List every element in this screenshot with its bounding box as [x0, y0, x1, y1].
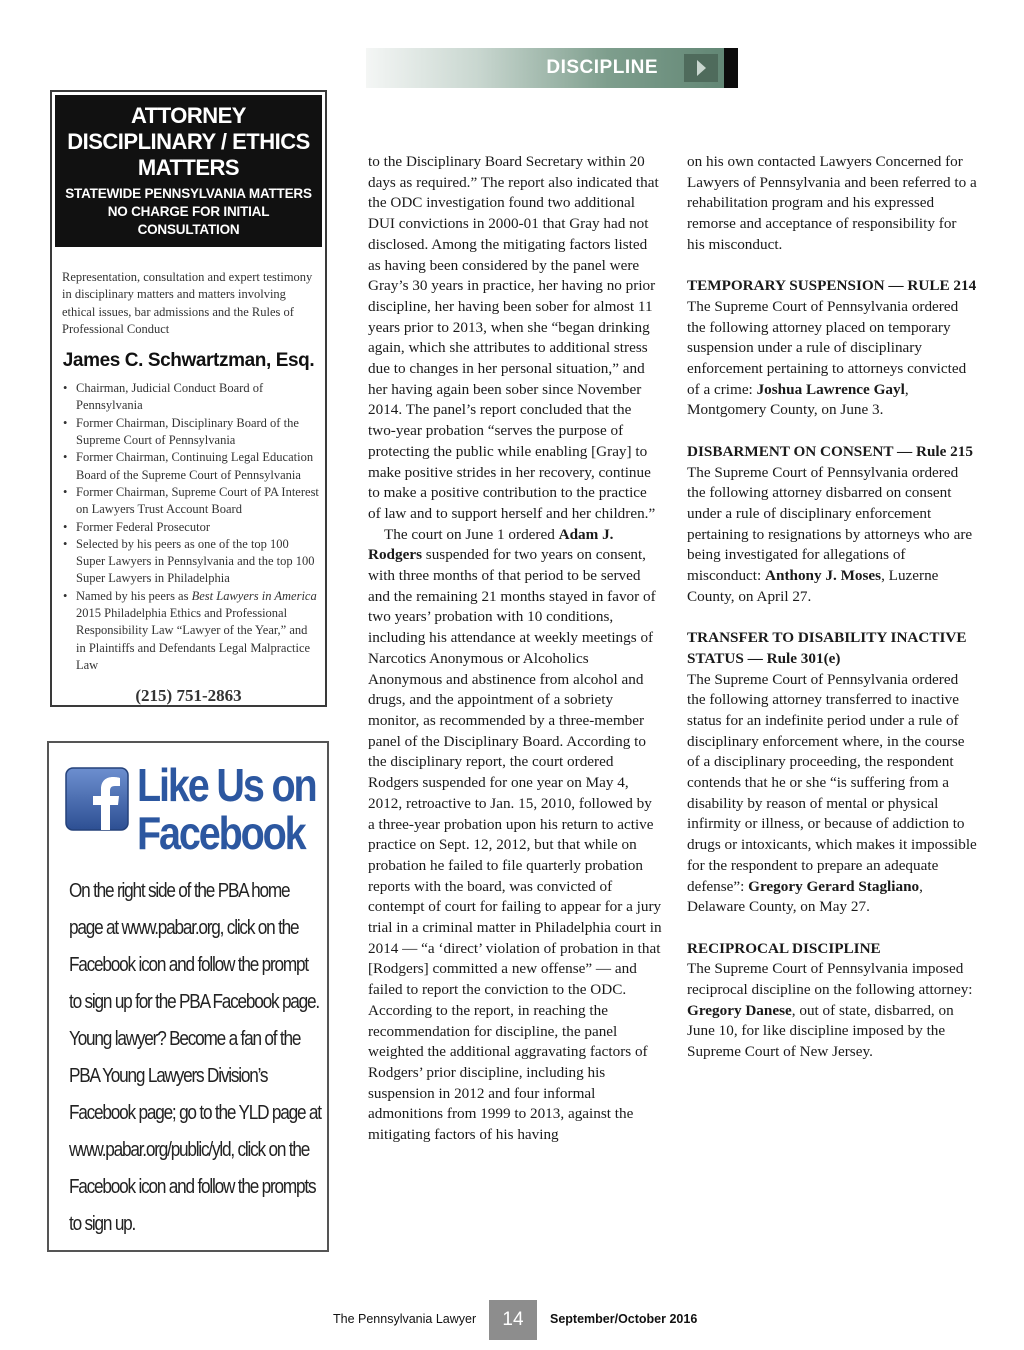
paragraph: The Supreme Court of Pennsylvania ordered the following attorney transferred to inactive status for an indefinite period under a rule of disciplinary enforcement where, in the course of a disciplinary proceeding, the respondent contends that he or she “is suffering from a disability by reason of mental or physical infirmity or illness, or because of addiction to drugs or intoxicants, which makes it impossible for the respondent to prepare an adequate defense”: Gregory Gerard Stagliano, Delaware County, on May 27.	[687, 670, 977, 916]
ad-description: Representation, consultation and expert testimony in disciplinary matters and matters involving ethical issues, bar admissions and the Rules of Professional Conduct	[62, 270, 313, 336]
credential-item: • Chairman, Judicial Conduct Board of Pennsylvania	[58, 380, 319, 415]
facebook-ad-title: Like Us on Facebook	[137, 759, 316, 859]
article-column-1	[368, 152, 662, 1146]
publication-name: The Pennsylvania Lawyer	[333, 1312, 477, 1326]
paragraph: The Supreme Court of Pennsylvania imposed reciprocal discipline on the following attorney: Gregory Danese, out of state, disbarred, on June 10, for like discipline imposed by the Supreme Court of New Jersey.	[687, 960, 973, 1061]
section-heading: RECIPROCAL DISCIPLINE	[687, 939, 881, 957]
section-label: DISCIPLINE	[546, 57, 658, 78]
paragraph: to the Disciplinary Board Secretary within 20 days as required.” The report also indicated that the ODC investigation found two additional DUI convictions in 2000-01 that Gray had not disclosed. Among the mitigating factors listed as having been considered by the panel were Gray’s 30 years in practice, her having no prior discipline, her having been sober for almost 11 years prior to 2013, when she “began drinking again, which she attributes to additional stress due to changes in her personal situation,” and her having again been sober since November 2014. The panel’s report concluded that the two-year probation “serves the purpose of protecting the public while enabling [Gray] to make positive strides in her recovery, continue to make a positive contribution to the practice of law and to support herself and her children.”	[368, 153, 659, 522]
ad-subtitle-2: NO CHARGE FOR INITIAL CONSULTATION	[107, 204, 270, 237]
credential-item: • Named by his peers as Best Lawyers in America 2015 Philadelphia Ethics and Professional Responsibility Law “Lawyer of the Year,” and in Plaintiffs and Defendants Legal Malpractice Law	[58, 588, 319, 674]
ad-subtitle-1: STATEWIDE PENNSYLVANIA MATTERS	[65, 186, 312, 201]
credential-item: • Former Chairman, Disciplinary Board of the Supreme Court of Pennsylvania	[58, 415, 319, 450]
facebook-icon	[65, 767, 129, 831]
issue-date: September/October 2016	[550, 1312, 698, 1326]
phone-number: (215) 751-2863	[135, 686, 242, 706]
article-column-2	[687, 152, 977, 1063]
credentials-list	[58, 380, 319, 674]
banner-endcap	[724, 48, 738, 88]
facebook-ad-body: On the right side of the PBA home page at www.pabar.org, click on the Facebook icon and follow the prompt to sign up for the PBA Facebook page. Young lawyer? Become a fan of the PBA Young Lawyers Division’s Facebook page; go to the YLD page at www.pabar.org/public/yld, click on the Facebook icon and follow the prompts to sign up.	[69, 880, 321, 1235]
facebook-advertisement	[47, 741, 329, 1252]
paragraph: The Supreme Court of Pennsylvania ordered the following attorney placed on temporary suspension under a rule of disciplinary enforcement pertaining to attorneys convicted of a crime: Joshua Lawrence Gayl, Montgomery County, on June 3.	[687, 297, 967, 419]
ad-header	[55, 95, 322, 247]
credential-item: • Former Chairman, Supreme Court of PA Interest on Lawyers Trust Account Board	[58, 484, 319, 519]
section-heading: DISBARMENT ON CONSENT — Rule 215	[687, 442, 973, 460]
paragraph: The court on June 1 ordered Adam J. Rodgers suspended for two years on consent, with three months of that period to be served and the remaining 21 months stayed in favor of two years’ probation with 10 conditions, including his attendance at weekly meetings of Narcotics Anonymous or Alcoholics Anonymous and abstinence from alcohol and drugs, and the appointment of a sobriety monitor, as recommended by a three-member panel of the Disciplinary Board. According to the disciplinary report, the court ordered Rodgers suspended for one year on May 4, 2012, retroactive to Jan. 15, 2010, followed by a three-year probation upon his return to active practice on Sept. 12, 2012, but that while on probation he failed to file quarterly probation reports with the board, was convicted of contempt of court for failing to appear for a jury trial in a criminal matter in Philadelphia court in 2014 — “a ‘direct’ violation of probation in that [Rodgers] committed a new offense” — and failed to report the conviction to the ODC. According to the report, in reaching the recommendation for discipline, the panel weighted the additional aggravating factors of Rodgers’ prior discipline, including his suspension in 2012 and four informal admonitions from 1999 to 2013, against the mitigating factors of his having	[368, 525, 662, 1144]
page-number: 14	[489, 1300, 537, 1340]
section-heading: TRANSFER TO DISABILITY INACTIVE STATUS — Rule 301(e)	[687, 629, 967, 667]
section-banner	[366, 48, 738, 88]
ad-title: ATTORNEY DISCIPLINARY / ETHICS MATTERS	[67, 103, 310, 180]
attorney-name: James C. Schwartzman, Esq.	[62, 350, 315, 372]
chevron-right-icon	[684, 54, 718, 82]
credential-item: • Former Chairman, Continuing Legal Education Board of the Supreme Court of Pennsylvania	[58, 449, 319, 484]
paragraph: The Supreme Court of Pennsylvania ordered the following attorney disbarred on consent under a rule of disciplinary enforcement pertaining to resignations by attorneys who are being investigated for allegations of misconduct: Anthony J. Moses, Luzerne County, on April 27.	[687, 463, 973, 605]
paragraph: on his own contacted Lawyers Concerned for Lawyers of Pennsylvania and been referred to a rehabilitation program and his expressed remorse and acceptance of responsibility for his misconduct.	[687, 153, 977, 253]
credential-item: • Selected by his peers as one of the top 100 Super Lawyers in Pennsylvania and the top 100 Super Lawyers in Philadelphia	[58, 536, 319, 588]
page-footer	[0, 1300, 1024, 1340]
attorney-advertisement	[50, 90, 327, 707]
section-heading: TEMPORARY SUSPENSION — RULE 214	[687, 277, 977, 295]
credential-item: • Former Federal Prosecutor	[58, 519, 319, 536]
